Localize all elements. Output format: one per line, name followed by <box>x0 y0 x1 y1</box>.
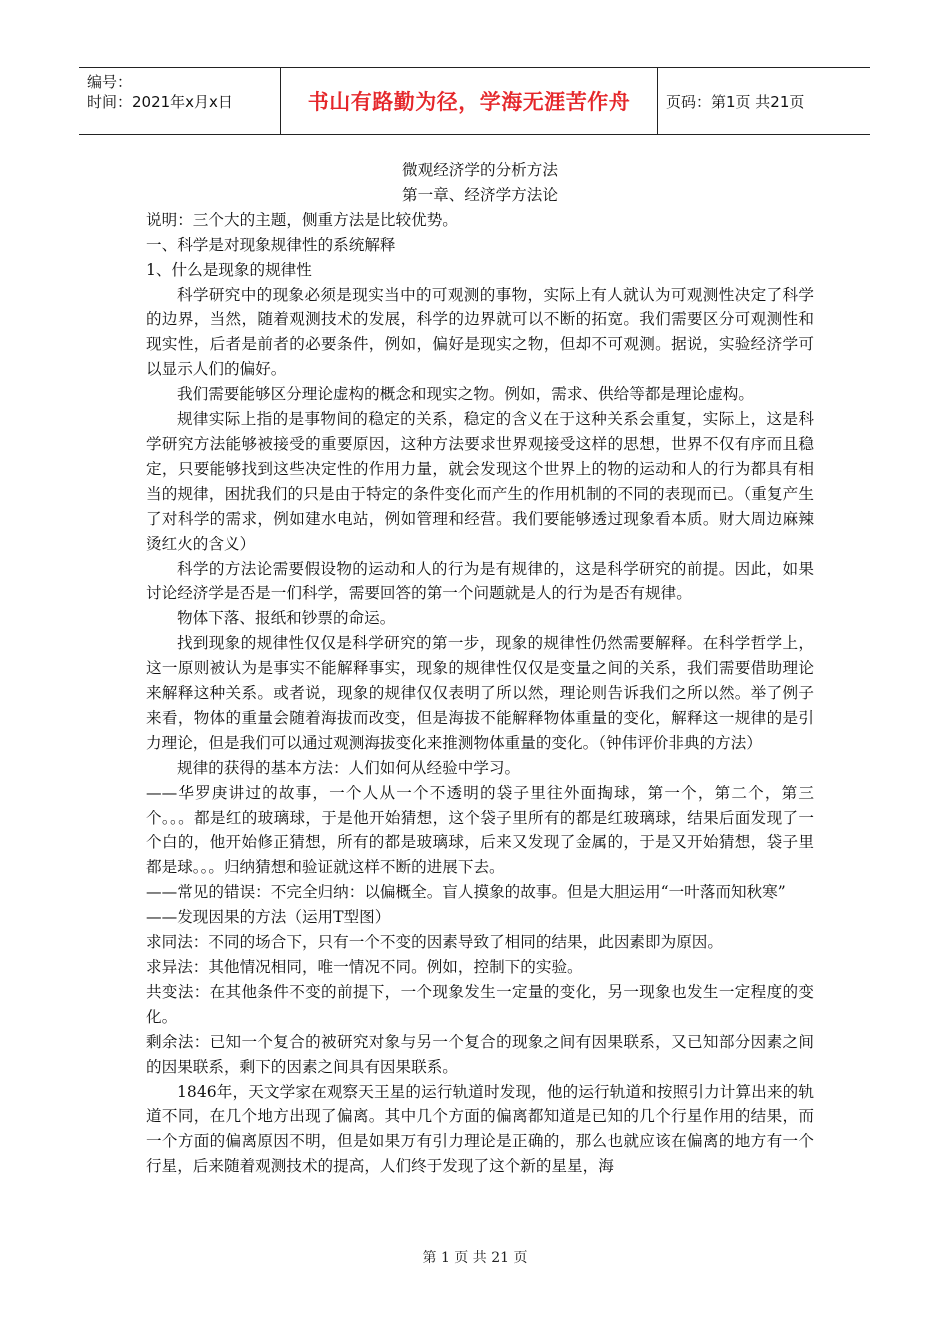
paragraph: 我们需要能够区分理论虚构的概念和现实之物。例如，需求、供给等都是理论虚构。 <box>177 385 754 404</box>
paragraph: 找到现象的规律性仅仅是科学研究的第一步，现象的规律性仍然需要解释。在科学哲学上，这一原则被认为是事实不能解释事实，现象的规律性仅仅是变量之间的关系，我们需要借助理论来解释这种关系。或者说，现象的规律仅仅表明了所以然，理论则告诉我们之所以然。举了例子来看，物体的重量会随着海拔而改变，但是海拔不能解释物体重量的变化，解释这一规律的是引力理论，但是我们可以通过观测海拔变化来推测物体重量的变化。（钟伟评价非典的方法） <box>146 634 814 752</box>
header-page-info: 页码：第1页 共21页 <box>666 92 805 111</box>
document-title: 微观经济学的分析方法 <box>402 161 558 179</box>
method-item: 求异法：其他情况相同，唯一情况不同。例如，控制下的实验。 <box>146 958 583 976</box>
paragraph: 1846年，天文学家在观察天王星的运行轨道时发现，他的运行轨道和按照引力计算出来的轨道不同，在几个地方出现了偏离。其中几个方面的偏离都知道是已知的几个行星作用的结果，而一个方面的偏离原因不明，但是如果万有引力理论是正确的，那么也就应该在偏离的地方有一个行星，后来随着观测技术的提高，人们终于发现了这个新的星星，海 <box>146 1082 814 1176</box>
section-heading: 一、科学是对现象规律性的系统解释 <box>146 235 396 254</box>
number-label: 编号： <box>87 73 133 91</box>
document-header <box>79 67 870 135</box>
method-item: 求同法：不同的场合下，只有一个不变的因素导致了相同的结果，此因素即为原因。 <box>146 933 723 952</box>
subsection-heading: 1、什么是现象的规律性 <box>146 260 312 279</box>
paragraph: 规律实际上指的是事物间的稳定的关系，稳定的含义在于这种关系会重复，实际上，这是科学研究方法能够被接受的重要原因，这种方法要求世界观接受这样的思想，世界不仅有序而且稳定，只要能够找到这些决定性的作用力量，就会发现这个世界上的物的运动和人的行为都具有相当的规律，困扰我们的只是由于特定的条件变化而产生的作用机制的不同的表现而已。（重复产生了对科学的需求，例如建水电站，例如管理和经营。我们要能够透过现象看本质。财大周边麻辣烫红火的含义） <box>146 410 814 553</box>
header-motto: 书山有路勤为径，学海无涯苦作舟 <box>280 68 658 134</box>
paragraph: 科学研究中的现象必须是现实当中的可观测的事物，实际上有人就认为可观测性决定了科学的边界，当然，随着观测技术的发展，科学的边界就可以不断的拓宽。我们需要区分可观测性和现实性，后者是前者的必要条件，例如，偏好是现实之物，但却不可观测。据说，实验经济学可以显示人们的偏好。 <box>146 285 814 379</box>
method-item: 共变法：在其他条件不变的前提下，一个现象发生一定量的变化，另一现象也发生一定程度的变化。 <box>146 982 814 1026</box>
paragraph: 物体下落、报纸和钞票的命运。 <box>177 609 396 628</box>
paragraph: 规律的获得的基本方法：人们如何从经验中学习。 <box>177 758 521 777</box>
document-body <box>146 158 814 1179</box>
paragraph: 科学的方法论需要假设物的运动和人的行为是有规律的，这是科学研究的前提。因此，如果讨论经济学是否是一们科学，需要回答的第一个问题就是人的行为是否有规律。 <box>146 559 814 603</box>
header-meta <box>79 68 280 134</box>
date-label: 时间：2021年x月x日 <box>87 93 233 111</box>
paragraph: ——发现因果的方法（运用T型图） <box>146 908 391 927</box>
note-line: 说明：三个大的主题，侧重方法是比较优势。 <box>146 210 458 229</box>
page-footer: 第 1 页 共 21 页 <box>422 1250 528 1266</box>
chapter-heading: 第一章、经济学方法论 <box>402 185 558 204</box>
paragraph: ——华罗庚讲过的故事，一个人从一个不透明的袋子里往外面掏球，第一个，第二个，第三个。。。都是红的玻璃球，于是他开始猜想，这个袋子里所有的都是红玻璃球，结果后面发现了一个白的，他开始修正猜想，所有的都是玻璃球，后来又发现了金属的，于是又开始猜想，袋子里都是球。。。归纳猜想和验证就这样不断的进展下去。 <box>146 783 814 877</box>
method-item: 剩余法：已知一个复合的被研究对象与另一个复合的现象之间有因果联系，又已知部分因素之间的因果联系，剩下的因素之间具有因果联系。 <box>146 1032 814 1076</box>
paragraph: ——常见的错误：不完全归纳：以偏概全。盲人摸象的故事。但是大胆运用“一叶落而知秋寒” <box>146 883 786 902</box>
